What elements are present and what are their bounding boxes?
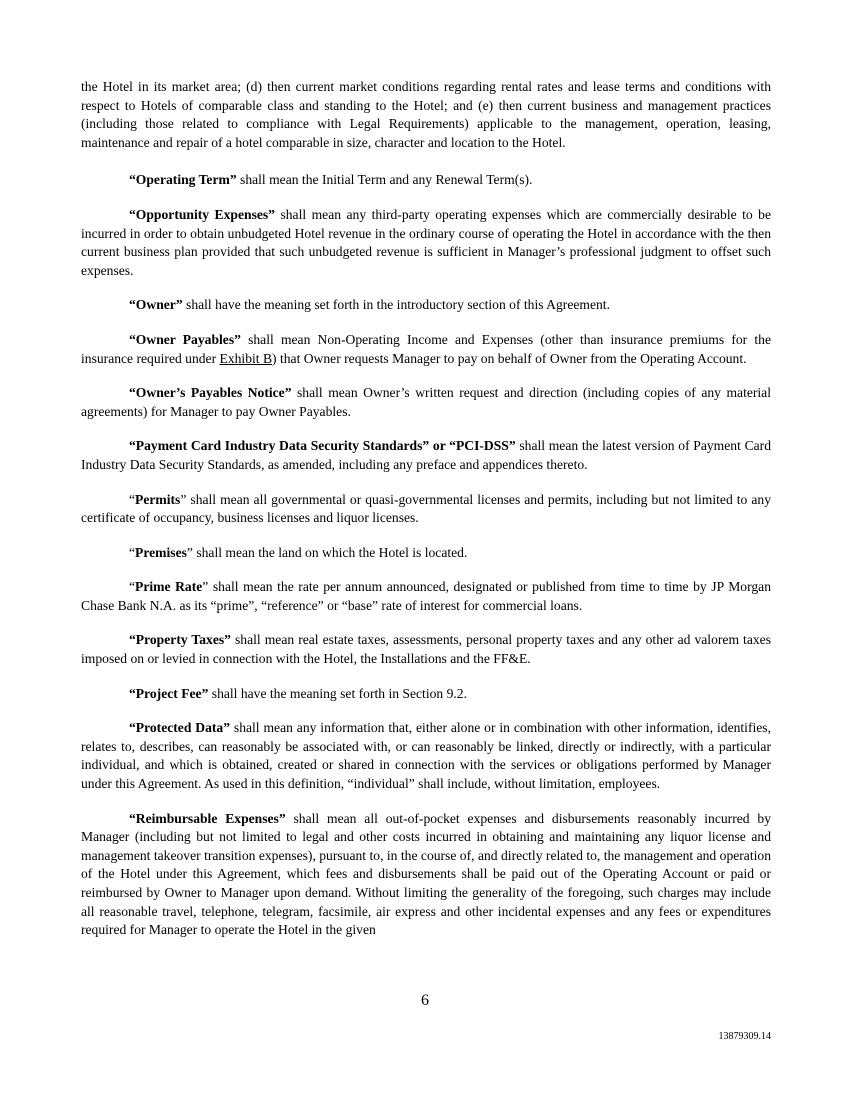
definition-text: shall mean Owner’s written request and direction (including copies of any material agreements) for Manager to pay Owner Payables. — [81, 385, 771, 419]
defined-term: “Protected Data” — [129, 720, 231, 736]
open-quote: “ — [129, 544, 136, 560]
defined-term: “Project Fee” — [129, 685, 209, 701]
definition-owners-payables-notice — [81, 384, 771, 421]
document-body — [81, 78, 771, 956]
defined-term: Permits — [135, 491, 181, 507]
definition-project-fee — [81, 685, 771, 704]
definition-text: shall mean the land on which the Hotel is located. — [192, 544, 468, 560]
definition-prime-rate — [81, 578, 771, 615]
definition-text: shall mean all out-of-pocket expenses and disbursements reasonably incurred by Manager (including but not limited to legal and other costs incurred in obtaining and maintaining any liquor license and management takeover transition expenses), pursuant to, in the course of, and directly related to, the management and operation of the Hotel under this Agreement, which fees and disbursements shall be paid out of the Operating Account or paid or reimbursed by Owner to Manager upon demand. Without limiting the generality of the foregoing, such charges may include all reasonable travel, telephone, telegram, facsimile, air express and other incidental expenses and any fees or expenditures required for Manager to operate the Hotel in the given — [81, 810, 771, 938]
definition-property-taxes — [81, 631, 771, 668]
close-quote: ” — [186, 544, 193, 560]
paragraph-continuation — [81, 78, 771, 152]
definition-text: shall mean the latest version of Payment Card Industry Data Security Standards, as amended, including any preface and appendices thereto. — [81, 438, 771, 472]
paragraph-text: the Hotel in its market area; (d) then current market conditions regarding rental rates and lease terms and conditions with respect to Hotels of comparable class and standing to the Hotel; and (e) then current business and management practices (including those related to compliance with Legal Requirements) applicable to the management, operation, leasing, maintenance and repair of a hotel comparable in size, character and location to the Hotel. — [81, 79, 771, 150]
definition-premises — [81, 544, 771, 563]
definition-text: shall mean all governmental or quasi-governmental licenses and permits, including but not limited to any certificate of occupancy, business licenses and liquor licenses. — [81, 491, 771, 526]
definition-text: shall have the meaning set forth in Section 9.2. — [208, 685, 467, 701]
exhibit-b-reference: Exhibit B — [219, 350, 273, 366]
defined-term: Premises — [135, 544, 187, 560]
document-id: 13879309.14 — [718, 1031, 771, 1042]
defined-term: “Payment Card Industry Data Security Standards” or “PCI-DSS” — [129, 438, 516, 454]
defined-term: “Opportunity Expenses” — [129, 206, 275, 222]
defined-term: “Owner” — [129, 297, 183, 313]
definition-protected-data — [81, 719, 771, 793]
page-number: 6 — [421, 992, 429, 1009]
defined-term: “Owner’s Payables Notice” — [129, 385, 292, 401]
definition-opportunity-expenses — [81, 206, 771, 280]
close-quote: ” — [202, 579, 209, 595]
definition-text: shall mean any information that, either alone or in combination with other information, identifies, relates to, describes, can reasonably be associated with, or can reasonably be linked, directly or indirectly, with a particular individual, and which is obtained, created or shared in connection with the services or obligations performed by Manager under this Agreement. As used in this definition, “individual” shall include, without limitation, employees. — [81, 720, 771, 792]
definition-text: shall mean the Initial Term and any Renewal Term(s). — [236, 172, 533, 188]
defined-term: “Reimbursable Expenses” — [129, 810, 286, 826]
definition-text: shall have the meaning set forth in the introductory section of this Agreement. — [182, 297, 610, 313]
defined-term: “Operating Term” — [129, 172, 237, 188]
definition-text: shall mean Non-Operating Income and Expenses (other than insurance premiums for the insurance required under — [81, 331, 771, 366]
definition-reimbursable-expenses — [81, 810, 771, 940]
definition-operating-term — [81, 171, 771, 190]
defined-term: “Property Taxes” — [129, 632, 231, 648]
definition-owner-payables — [81, 331, 771, 368]
defined-term: Prime Rate — [135, 579, 203, 595]
definition-pci-dss — [81, 437, 771, 474]
open-quote: “ — [129, 491, 136, 507]
definition-text-tail: ) that Owner requests Manager to pay on behalf of Owner from the Operating Account. — [272, 350, 747, 366]
open-quote: “ — [129, 579, 136, 595]
definition-owner — [81, 296, 771, 315]
definition-text: shall mean the rate per annum announced, designated or published from time to time by JP Morgan Chase Bank N.A. as its “prime”, “reference” or “base” rate of interest for commercial loans. — [81, 579, 771, 613]
definition-text: shall mean real estate taxes, assessments, personal property taxes and any other ad valorem taxes imposed on or levied in connection with the Hotel, the Installations and the FF&E. — [81, 632, 771, 667]
defined-term: “Owner Payables” — [129, 331, 241, 347]
definition-permits — [81, 491, 771, 528]
close-quote: ” — [180, 491, 187, 507]
definition-text: shall mean any third-party operating expenses which are commercially desirable to be incurred in order to obtain unbudgeted Hotel revenue in the ordinary course of operating the Hotel in accordance with the then current business plan provided that such unbudgeted revenue is sufficient in Manager’s professional judgment to offset such expenses. — [81, 206, 771, 278]
